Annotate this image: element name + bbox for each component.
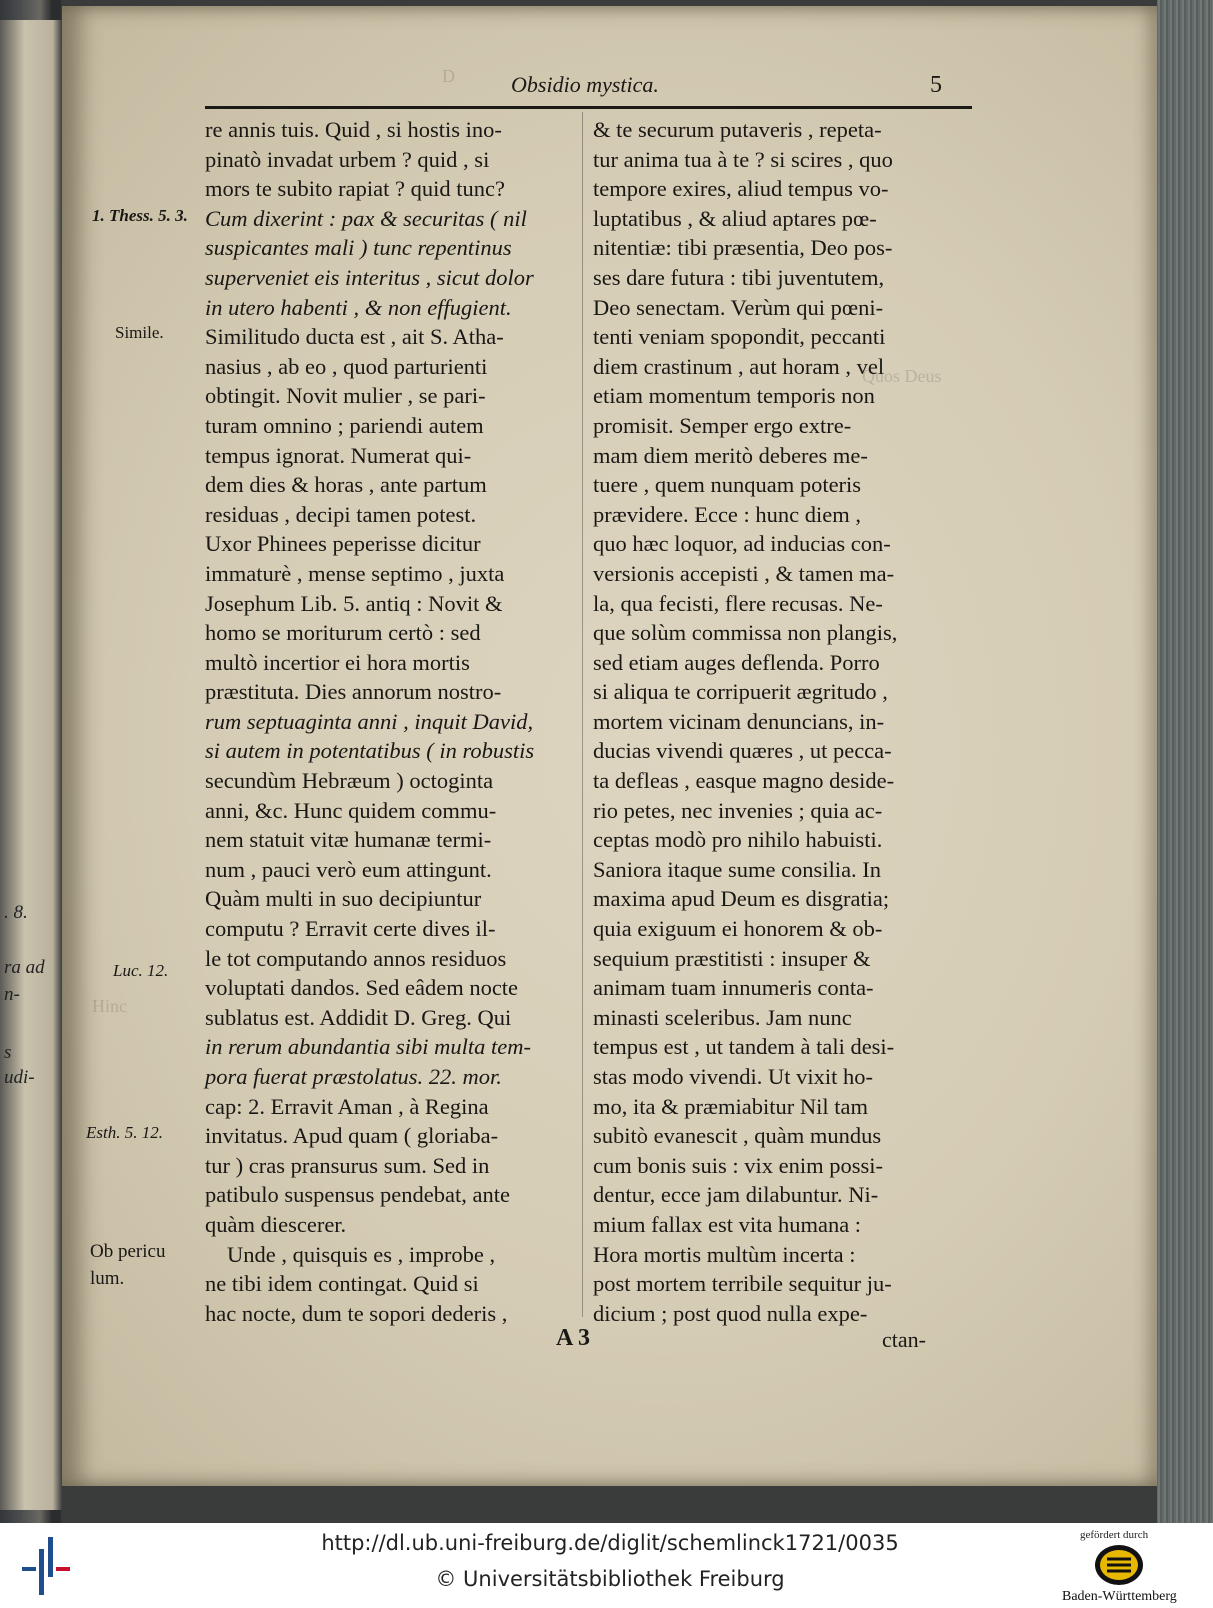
text-line: suspicantes mali ) tunc repentinus [205,235,512,261]
text-line: dem dies & horas , ante partum [205,472,487,498]
text-line: la, qua fecisti, flere recusas. Ne- [593,590,883,616]
text-line: tempus ignorat. Numerat qui- [205,442,472,468]
text-line: nitentiæ: tibi præsentia, Deo pos- [593,235,893,261]
text-line: Quàm multi in suo decipiuntur [205,886,482,912]
text-line: cum bonis suis : vix enim possi- [593,1152,884,1178]
text-line: quia exiguum ei honorem & ob- [593,916,883,942]
text-line: ne tibi idem contingat. Quid si [205,1271,479,1297]
text-line: quo hæc loquor, ad inducias con- [593,531,891,557]
facing-page-fragment: s [4,1042,12,1063]
text-line: subitò evanescit , quàm mundus [593,1123,882,1149]
text-line: Josephum Lib. 5. antiq : Novit & [205,590,503,616]
text-line: nem statuit vitæ humanæ termi- [205,827,492,853]
text-line: si aliqua te corripuerit ægritudo , [593,679,888,705]
text-line: obtingit. Novit mulier , se pari- [205,383,486,409]
show-through-text: Quos Deus [862,366,942,386]
text-line: tur ) cras pransurus sum. Sed in [205,1152,490,1178]
text-line: Hora mortis multùm incerta : [593,1241,856,1267]
page-edges [1157,0,1213,1523]
text-line: voluptati dandos. Sed eâdem nocte [205,975,519,1001]
facing-page-fragment: ra ad [4,957,45,978]
sponsor-prefix: gefördert durch [1080,1529,1149,1541]
margin-note-line: lum. [90,1268,125,1289]
column-divider [582,112,583,1317]
text-line: tempus est , ut tandem à tali desi- [593,1034,895,1060]
text-line: si autem in potentatibus ( in robustis [205,738,535,764]
text-line: præstituta. Dies annorum nostro- [205,679,502,705]
text-line: Cum dixerint : pax & securitas ( nil [205,205,527,231]
text-line: maxima apud Deum es disgratia; [593,886,890,912]
margin-note-luc: Luc. 12. [113,961,169,980]
text-line: quàm diescerer. [205,1211,347,1237]
text-line: ses dare futura : tibi juventutem, [593,264,885,290]
text-line: Saniora itaque sume consilia. In [593,856,882,882]
facing-page-edge [0,20,62,1510]
text-line: Uxor Phinees peperisse dicitur [205,531,481,557]
text-line: rio petes, nec invenies ; quia ac- [593,797,883,823]
text-line: mium fallax est vita humana : [593,1211,862,1237]
coat-of-arms-icon [1093,1543,1145,1587]
document-url[interactable]: http://dl.ub.uni-freiburg.de/diglit/schemlinck1721/0035 [321,1531,899,1555]
text-line: invitatus. Apud quam ( gloriaba- [205,1123,499,1149]
facing-page-fragment: n- [4,984,20,1005]
margin-note-line: Ob pericu [90,1241,166,1262]
text-line: sequium præstitisti : insuper & [593,945,871,971]
text-line: mors te subito rapiat ? quid tunc? [205,176,505,202]
text-line: stas modo vivendi. Ut vixit ho- [593,1064,873,1089]
text-line: multò incertior ei hora mortis [205,649,470,675]
text-line: Unde , quisquis es , improbe , [227,1241,496,1267]
text-line: etiam momentum temporis non [593,383,875,409]
text-line: homo se moriturum certò : sed [205,620,481,646]
text-line: num , pauci verò eum attingunt. [205,856,492,882]
text-line: le tot computando annos residuos [205,945,507,971]
text-line: dentur, ecce jam dilabuntur. Ni- [593,1182,879,1208]
facing-page-fragment: . 8. [4,902,28,923]
text-line: ducias vivendi quæres , ut pecca- [593,738,892,764]
text-line: minasti sceleribus. Jam nunc [593,1004,852,1030]
text-column-right [593,115,971,1328]
ub-freiburg-logo-icon [22,1537,70,1595]
catchword: ctan- [882,1327,926,1352]
text-line: diem crastinum , aut horam , vel [593,353,885,379]
margin-note-simile: Simile. [115,323,164,342]
text-line: tempore exires, aliud tempus vo- [593,176,889,202]
text-line: tenti veniam spopondit, peccanti [593,324,886,350]
text-line: & te securum putaveris , repeta- [593,117,882,142]
copyright-notice: © Universitätsbibliothek Freiburg [435,1567,785,1591]
margin-note-esth: Esth. 5. 12. [86,1123,163,1142]
text-line: secundùm Hebræum ) octoginta [205,768,494,794]
text-line: post mortem terribile sequitur ju- [593,1271,892,1297]
page-number: 5 [930,72,942,98]
text-line: nasius , ab eo , quod parturienti [205,353,488,379]
text-line: que solùm commissa non plangis, [593,620,898,646]
running-title: Obsidio mystica. [511,72,659,97]
text-column-left [205,115,575,1328]
text-line: promisit. Semper ergo extre- [593,412,852,438]
text-line: versionis accepisti , & tamen ma- [593,560,895,586]
text-line: in rerum abundantia sibi multa tem- [205,1034,532,1060]
text-line: ceptas modò pro nihilo habuisti. [593,827,883,853]
sponsor-name: Baden-Württemberg [1062,1589,1177,1604]
signature-mark: A 3 [556,1325,591,1351]
text-line: hac nocte, dum te sopori dederis , [205,1300,508,1326]
text-line: immaturè , mense septimo , juxta [205,560,505,586]
show-through-text: Hinc [92,996,127,1016]
text-line: mortem vicinam denuncians, in- [593,708,885,734]
text-line: residuas , decipi tamen potest. [205,501,477,527]
text-line: luptatibus , & aliud aptares pœ- [593,205,877,231]
text-line: mo, ita & præmiabitur Nil tam [593,1093,868,1119]
text-line: tur anima tua à te ? si scires , quo [593,146,893,172]
viewer-footer [0,1523,1213,1608]
text-line: ta defleas , easque magno deside- [593,768,895,794]
text-line: turam omnino ; pariendi autem [205,412,484,438]
text-line: re annis tuis. Quid , si hostis ino- [205,117,502,142]
margin-note-periculum [90,1238,165,1292]
text-line: Similitudo ducta est , ait S. Atha- [205,324,504,350]
text-line: tuere , quem nunquam poteris [593,472,862,498]
text-line: pora fuerat præstolatus. 22. mor. [205,1064,502,1089]
text-line: pinatò invadat urbem ? quid , si [205,146,490,172]
text-line: rum septuaginta anni , inquit David, [205,708,534,734]
text-line: sed etiam auges deflenda. Porro [593,649,880,675]
text-line: Deo senectam. Verùm qui pœni- [593,294,884,320]
text-line: prævidere. Ecce : hunc diem , [593,501,862,527]
text-line: mam diem meritò deberes me- [593,442,868,468]
margin-note-thess: 1. Thess. 5. 3. [92,206,188,225]
text-line: sublatus est. Addidit D. Greg. Qui [205,1004,512,1030]
text-line: dicium ; post quod nulla expe- [593,1300,868,1326]
facing-page-fragment: udi- [4,1067,35,1088]
show-through-text: D [442,66,455,86]
text-line: superveniet eis interitus , sicut dolor [205,264,534,290]
text-line: patibulo suspensus pendebat, ante [205,1182,510,1208]
text-line: anni, &c. Hunc quidem commu- [205,797,497,823]
text-line: animam tuam innumeris conta- [593,975,874,1001]
text-line: computu ? Erravit certe dives il- [205,916,496,942]
text-line: in utero habenti , & non effugient. [205,294,512,320]
header-rule [205,106,972,109]
text-line: cap: 2. Erravit Aman , à Regina [205,1093,489,1119]
